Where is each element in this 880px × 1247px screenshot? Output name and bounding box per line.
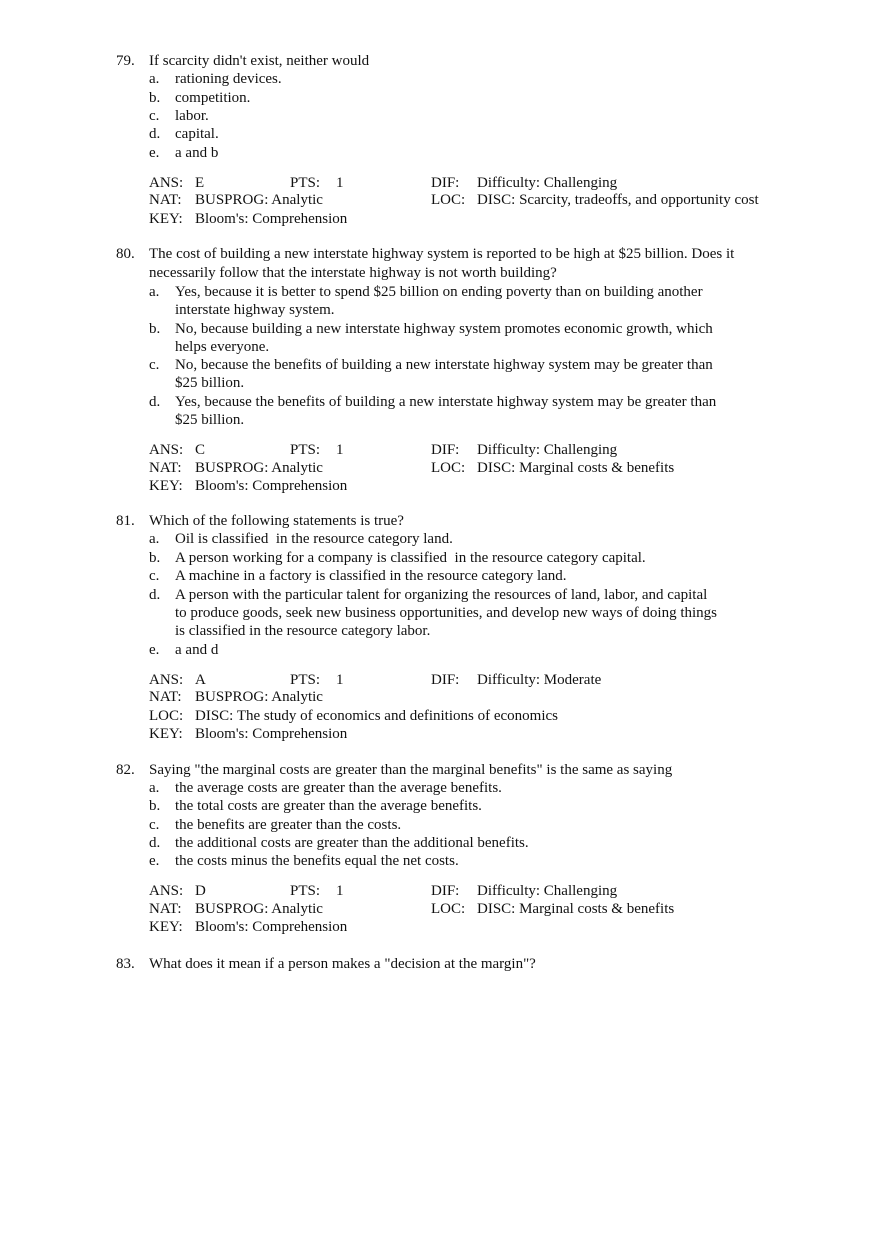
question-number: 83. [116, 956, 135, 972]
pts-value: 1 [336, 672, 344, 688]
option-text: labor. [175, 108, 209, 124]
option-text: the average costs are greater than the average benefits. [175, 780, 502, 796]
ans-label: ANS: [149, 672, 184, 688]
option-text-line3: is classified in the resource category labor. [175, 623, 431, 639]
option-text-line2: interstate highway system. [175, 302, 335, 318]
option-letter: e. [149, 145, 160, 161]
question-stem: What does it mean if a person makes a "decision at the margin"? [149, 956, 536, 972]
option-text-line2: $25 billion. [175, 412, 245, 428]
option-letter: a. [149, 71, 160, 87]
question-stem: Which of the following statements is true? [149, 513, 404, 529]
option-letter: e. [149, 642, 160, 658]
option-text-line1: No, because building a new interstate highway system promotes economic growth, which [175, 321, 713, 337]
ans-value: C [195, 442, 206, 458]
option-text: a and b [175, 145, 219, 161]
option-text: the additional costs are greater than the additional benefits. [175, 835, 529, 851]
loc-label: LOC: [431, 192, 466, 208]
dif-label: DIF: [431, 883, 460, 899]
nat-value: BUSPROG: Analytic [195, 689, 323, 705]
option-letter: b. [149, 90, 161, 106]
key-value: Bloom's: Comprehension [195, 478, 348, 494]
dif-value: Difficulty: Challenging [477, 883, 618, 899]
key-label: KEY: [149, 919, 183, 935]
dif-label: DIF: [431, 672, 460, 688]
option-text: a and d [175, 642, 219, 658]
loc-label: LOC: [431, 460, 466, 476]
nat-label: NAT: [149, 689, 182, 705]
option-text: the total costs are greater than the average benefits. [175, 798, 482, 814]
pts-label: PTS: [290, 442, 321, 458]
option-text: competition. [175, 90, 251, 106]
option-text: capital. [175, 126, 219, 142]
pts-label: PTS: [290, 672, 321, 688]
option-letter: c. [149, 108, 160, 124]
option-text-line1: Yes, because it is better to spend $25 billion on ending poverty than on building another [175, 284, 703, 300]
dif-value: Difficulty: Moderate [477, 672, 602, 688]
option-text-line2: $25 billion. [175, 375, 245, 391]
option-text-line1: A person with the particular talent for organizing the resources of land, labor, and capital [175, 587, 708, 603]
option-text: the costs minus the benefits equal the net costs. [175, 853, 459, 869]
option-letter: d. [149, 394, 161, 410]
loc-value: DISC: Marginal costs & benefits [477, 901, 675, 917]
pts-label: PTS: [290, 175, 321, 191]
ans-value: D [195, 883, 206, 899]
option-letter: e. [149, 853, 160, 869]
option-text: the benefits are greater than the costs. [175, 817, 402, 833]
question-stem-line1: The cost of building a new interstate highway system is reported to be high at $25 billion. Does it [149, 246, 735, 262]
key-label: KEY: [149, 211, 183, 227]
option-text: Oil is classified in the resource category land. [175, 531, 453, 547]
dif-label: DIF: [431, 175, 460, 191]
loc-label: LOC: [431, 901, 466, 917]
ans-label: ANS: [149, 883, 184, 899]
option-letter: d. [149, 835, 161, 851]
nat-label: NAT: [149, 460, 182, 476]
option-letter: a. [149, 780, 160, 796]
pts-value: 1 [336, 883, 344, 899]
option-text-line1: Yes, because the benefits of building a new interstate highway system may be greater than [175, 394, 717, 410]
option-letter: d. [149, 587, 161, 603]
key-label: KEY: [149, 726, 183, 742]
ans-value: A [195, 672, 206, 688]
question-number: 79. [116, 53, 135, 69]
question-number: 80. [116, 246, 135, 262]
option-letter: d. [149, 126, 161, 142]
nat-value: BUSPROG: Analytic [195, 192, 323, 208]
option-letter: c. [149, 357, 160, 373]
option-letter: b. [149, 550, 161, 566]
option-text-line2: helps everyone. [175, 339, 270, 355]
dif-value: Difficulty: Challenging [477, 442, 618, 458]
option-letter: c. [149, 568, 160, 584]
nat-label: NAT: [149, 192, 182, 208]
question-stem: Saying "the marginal costs are greater than the marginal benefits" is the same as saying [149, 762, 673, 778]
option-letter: b. [149, 321, 161, 337]
dif-value: Difficulty: Challenging [477, 175, 618, 191]
option-text-line1: No, because the benefits of building a new interstate highway system may be greater than [175, 357, 713, 373]
ans-label: ANS: [149, 175, 184, 191]
option-letter: a. [149, 284, 160, 300]
key-value: Bloom's: Comprehension [195, 211, 348, 227]
loc-value: DISC: Marginal costs & benefits [477, 460, 675, 476]
loc-label: LOC: [149, 708, 184, 724]
key-value: Bloom's: Comprehension [195, 919, 348, 935]
loc-value: DISC: The study of economics and definitions of economics [195, 708, 558, 724]
option-text: A machine in a factory is classified in the resource category land. [175, 568, 567, 584]
option-text: rationing devices. [175, 71, 282, 87]
question-number: 81. [116, 513, 135, 529]
option-text: A person working for a company is classified in the resource category capital. [175, 550, 646, 566]
pts-label: PTS: [290, 883, 321, 899]
option-letter: c. [149, 817, 160, 833]
key-label: KEY: [149, 478, 183, 494]
dif-label: DIF: [431, 442, 460, 458]
ans-value: E [195, 175, 205, 191]
ans-label: ANS: [149, 442, 184, 458]
nat-label: NAT: [149, 901, 182, 917]
question-number: 82. [116, 762, 135, 778]
option-letter: b. [149, 798, 161, 814]
option-text-line2: to produce goods, seek new business opportunities, and develop new ways of doing things [175, 605, 717, 621]
question-stem-line2: necessarily follow that the interstate highway is not worth building? [149, 265, 557, 281]
key-value: Bloom's: Comprehension [195, 726, 348, 742]
nat-value: BUSPROG: Analytic [195, 901, 323, 917]
option-letter: a. [149, 531, 160, 547]
pts-value: 1 [336, 442, 344, 458]
loc-value: DISC: Scarcity, tradeoffs, and opportunity cost [477, 192, 759, 208]
pts-value: 1 [336, 175, 344, 191]
question-stem: If scarcity didn't exist, neither would [149, 53, 370, 69]
nat-value: BUSPROG: Analytic [195, 460, 323, 476]
